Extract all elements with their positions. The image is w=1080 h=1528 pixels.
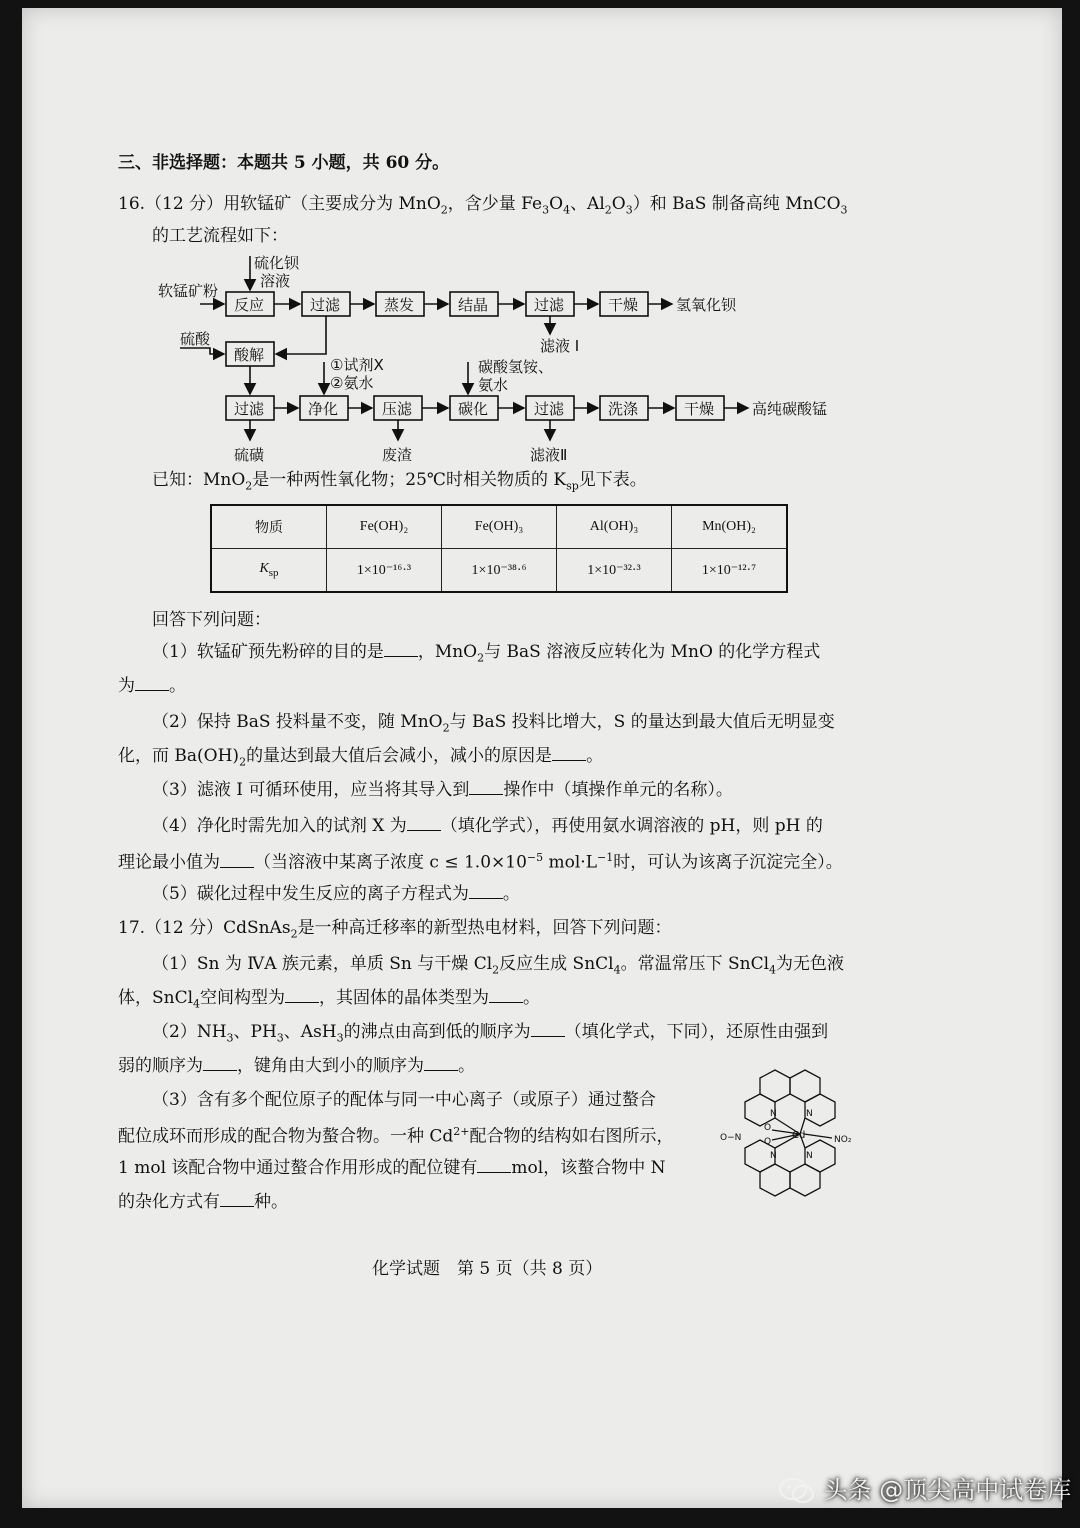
label-bas-2: 溶液	[260, 272, 291, 290]
q17-part3-line2: 配位成环而形成的配合物为螯合物。一种 $Cd^{2+}$配合物的结构如右图所示，	[118, 1125, 674, 1147]
q16-part4-line1: （4）净化时需先加入的试剂 X 为 （填化学式），再使用氨水调溶液的 pH，则 pH 的	[152, 816, 823, 836]
watermark	[778, 1470, 1071, 1506]
label-crystallize: 结晶	[458, 296, 489, 314]
label-product1: 氢氧化钡	[676, 296, 737, 314]
label-acid-dissolve: 酸解	[234, 346, 265, 364]
label-product2: 高纯碳酸锰	[752, 400, 828, 418]
q16-part1-line2: 为 。	[118, 676, 186, 696]
structure-o2: O	[764, 1137, 772, 1147]
q17-part3-line1: （3）含有多个配位原子的配体与同一中心离子（或原子）通过螯合	[152, 1090, 656, 1110]
label-bas-1: 硫化钡	[254, 254, 300, 272]
q16-part3: （3）滤液 I 可循环使用，应当将其导入到 操作中（填操作单元的名称）。	[152, 780, 733, 800]
wechat-icon	[778, 1476, 816, 1506]
label-carbonize: 碳化	[458, 400, 489, 418]
label-dry1: 干燥	[608, 296, 639, 314]
structure-left-group: O−N	[720, 1133, 742, 1143]
table-cell: 1×10⁻³²·³	[557, 549, 672, 593]
label-filter2: 过滤	[534, 296, 565, 314]
table-header-cell: Fe(OH)₂	[327, 505, 442, 549]
q16-intro: 16.（12 分）用软锰矿（主要成分为 MnO$_2$，含少量 $Fe_3O_4$、$Al_2O_3$）和 BaS 制备高纯 MnCO$_3$	[118, 194, 848, 217]
q17-part2-line2: 弱的顺序为 ，键角由大到小的顺序为 。	[118, 1056, 475, 1076]
label-purify: 净化	[308, 400, 339, 418]
answer-prompt: 回答下列问题：	[152, 610, 271, 630]
q17-intro: 17.（12 分）CdSnAs$_2$是一种高迁移率的新型热电材料，回答下列问题：	[118, 918, 672, 941]
label-press-filter: 压滤	[382, 400, 413, 418]
q16-part4-line2: 理论最小值为 （当溶液中某离子浓度 $c \le 1.0\times 10^{-5}$ $mol\cdot L^{-1}$时，可认为该离子沉淀完全）。	[118, 851, 843, 873]
q16-part1-line1: （1）软锰矿预先粉碎的目的是 ，MnO$_2$与 BaS 溶液反应转化为 MnO 的化学方程式	[152, 642, 821, 665]
q17-part3-line3: 1 mol 该配合物中通过螯合作用形成的配位键有 mol，该螯合物中 N	[118, 1158, 666, 1178]
label-acid: 硫酸	[180, 330, 211, 348]
label-filter3: 过滤	[234, 400, 265, 418]
label-filter1: 过滤	[310, 296, 341, 314]
label-reagent-x: ①试剂X	[330, 356, 384, 374]
structure-n: N	[806, 1151, 813, 1161]
q16-part2-line2: 化，而 $Ba(OH)_2$的量达到最大值后会减小，减小的原因是 。	[118, 746, 604, 769]
label-dry2: 干燥	[684, 400, 715, 418]
q16-known: 已知：MnO$_2$是一种两性氧化物；25℃时相关物质的 $K_{sp}$见下表。	[152, 470, 647, 493]
section-heading: 三、非选择题：本题共 5 小题，共 60 分。	[118, 153, 450, 173]
table-header-cell: 物质	[211, 505, 327, 549]
label-wash: 洗涤	[608, 400, 639, 418]
label-waste: 废渣	[382, 446, 413, 464]
label-nh4hco3-2: 氨水	[478, 376, 509, 394]
table-header-cell: Mn(OH)₂	[672, 505, 788, 549]
structure-o1: O	[764, 1123, 772, 1133]
table-cell: 1×10⁻³⁸·⁶	[442, 549, 557, 593]
q16-part5: （5）碳化过程中发生反应的离子方程式为 。	[152, 884, 520, 904]
label-ore: 软锰矿粉	[158, 282, 219, 300]
structure-n: N	[806, 1109, 813, 1119]
structure-n: N	[770, 1151, 777, 1161]
table-row-label: $K_{sp}$	[211, 549, 327, 593]
label-nh4hco3-1: 碳酸氢铵、	[478, 358, 554, 376]
label-sulfur: 硫磺	[234, 446, 265, 464]
q17-part1-line2: 体，SnCl$_4$空间构型为 ，其固体的晶体类型为 。	[118, 988, 541, 1011]
table-header-cell: Fe(OH)₃	[442, 505, 557, 549]
table-row	[211, 549, 787, 593]
label-filtrate1: 滤液 I	[540, 337, 580, 355]
table-header-row	[211, 505, 787, 549]
table-header-cell: Al(OH)₃	[557, 505, 672, 549]
ksp-table	[210, 504, 788, 593]
q17-part1-line1: （1）Sn 为 ⅣA 族元素，单质 Sn 与干燥 $Cl_2$反应生成 SnCl$_4$。常温常压下 SnCl$_4$为无色液	[152, 954, 845, 977]
structure-right-group: NO₂	[834, 1135, 852, 1145]
structure-center: Cd	[792, 1130, 806, 1141]
label-evaporate: 蒸发	[384, 296, 415, 314]
table-cell: 1×10⁻¹²·⁷	[672, 549, 788, 593]
chelate-structure-diagram	[720, 1068, 880, 1198]
q16-part2-line1: （2）保持 BaS 投料量不变，随 MnO$_2$与 BaS 投料比增大，S 的量达到最大值后无明显变	[152, 712, 835, 735]
label-ammonia1: ②氨水	[330, 374, 374, 392]
label-reaction: 反应	[234, 296, 265, 314]
label-filtrate2: 滤液Ⅱ	[530, 446, 568, 464]
q17-part2-line1: $(2)NH_3$、$PH_3$、AsH$_3$的沸点由高到低的顺序为 （填化学式，下同），还原性由强到	[152, 1022, 829, 1045]
page-footer: 化学试题 第 5 页（共 8 页）	[372, 1259, 603, 1279]
process-flowchart	[150, 250, 870, 470]
table-cell: 1×10⁻¹⁶·³	[327, 549, 442, 593]
structure-n: N	[770, 1109, 777, 1119]
q16-intro-line2: 的工艺流程如下：	[152, 226, 288, 246]
label-filter4: 过滤	[534, 400, 565, 418]
watermark-text: 头条 @顶尖高中试卷库	[823, 1476, 1072, 1504]
q17-part3-line4: 的杂化方式有 种。	[118, 1192, 288, 1212]
